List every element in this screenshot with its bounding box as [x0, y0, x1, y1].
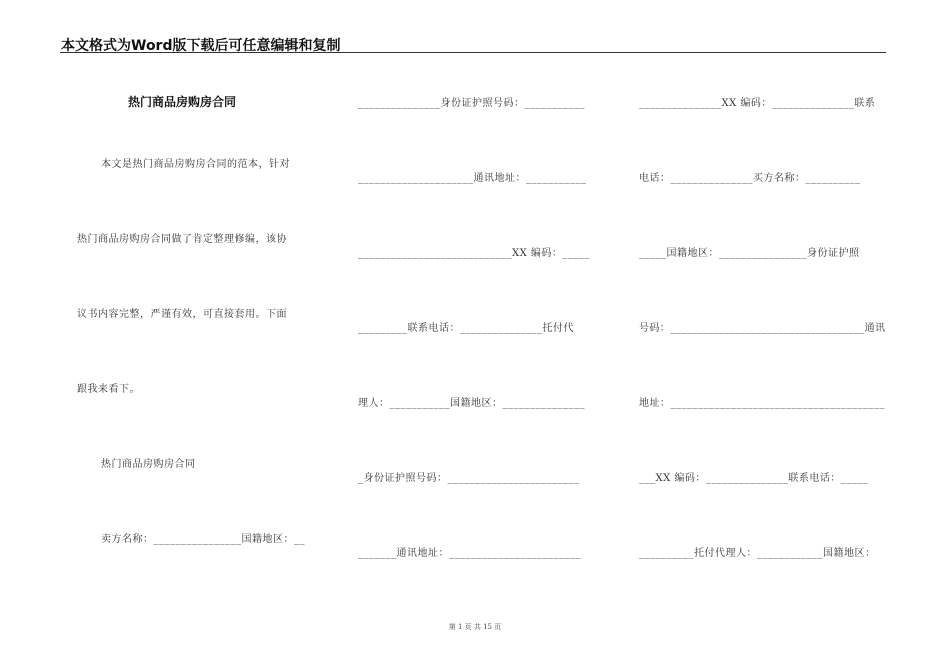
form-line: _____国籍地区：________________身份证护照 [639, 248, 860, 259]
document-header-title: 本文格式为Word版下载后可任意编辑和复制 [61, 38, 341, 54]
contract-title: 热门商品房购房合同 [128, 95, 237, 109]
form-line: _______________XX 编码：_______________联系 [639, 98, 876, 109]
header-divider [60, 52, 886, 53]
body-line: 热门商品房购房合同做了肯定整理修编，该协 [77, 234, 287, 245]
form-line: _____________________通讯地址：___________ [358, 173, 587, 184]
form-line: ___XX 编码：_______________联系电话：_____ [639, 473, 869, 484]
form-line: _________联系电话：_______________托付代 [358, 323, 574, 334]
page-number: 第 1 页 共 15 页 [448, 623, 502, 631]
form-line: __________托付代理人：____________国籍地区： [639, 548, 876, 559]
form-line: 号码：____________________________________通讯 [639, 323, 886, 334]
body-line: 跟我来看下。 [77, 384, 140, 395]
form-line: _______通讯地址：________________________ [358, 548, 581, 559]
form-line: 理人：___________国籍地区：_______________ [358, 398, 585, 409]
section-heading: 热门商品房购房合同 [101, 459, 196, 470]
form-line: _______________身份证护照号码：___________ [358, 98, 585, 109]
form-line: 电话：_______________买方名称：__________ [639, 173, 861, 184]
body-line: 议书内容完整，严谨有效，可直接套用。下面 [77, 309, 287, 320]
form-line: _身份证护照号码：________________________ [358, 473, 580, 484]
form-line: ____________________________XX 编码：_____ [358, 248, 590, 259]
seller-name-line: 卖方名称：________________国籍地区：__ [101, 534, 305, 545]
body-line: 本文是热门商品房购房合同的范本，针对 [101, 159, 290, 170]
form-line: 地址：_______________________________________ [639, 398, 885, 409]
